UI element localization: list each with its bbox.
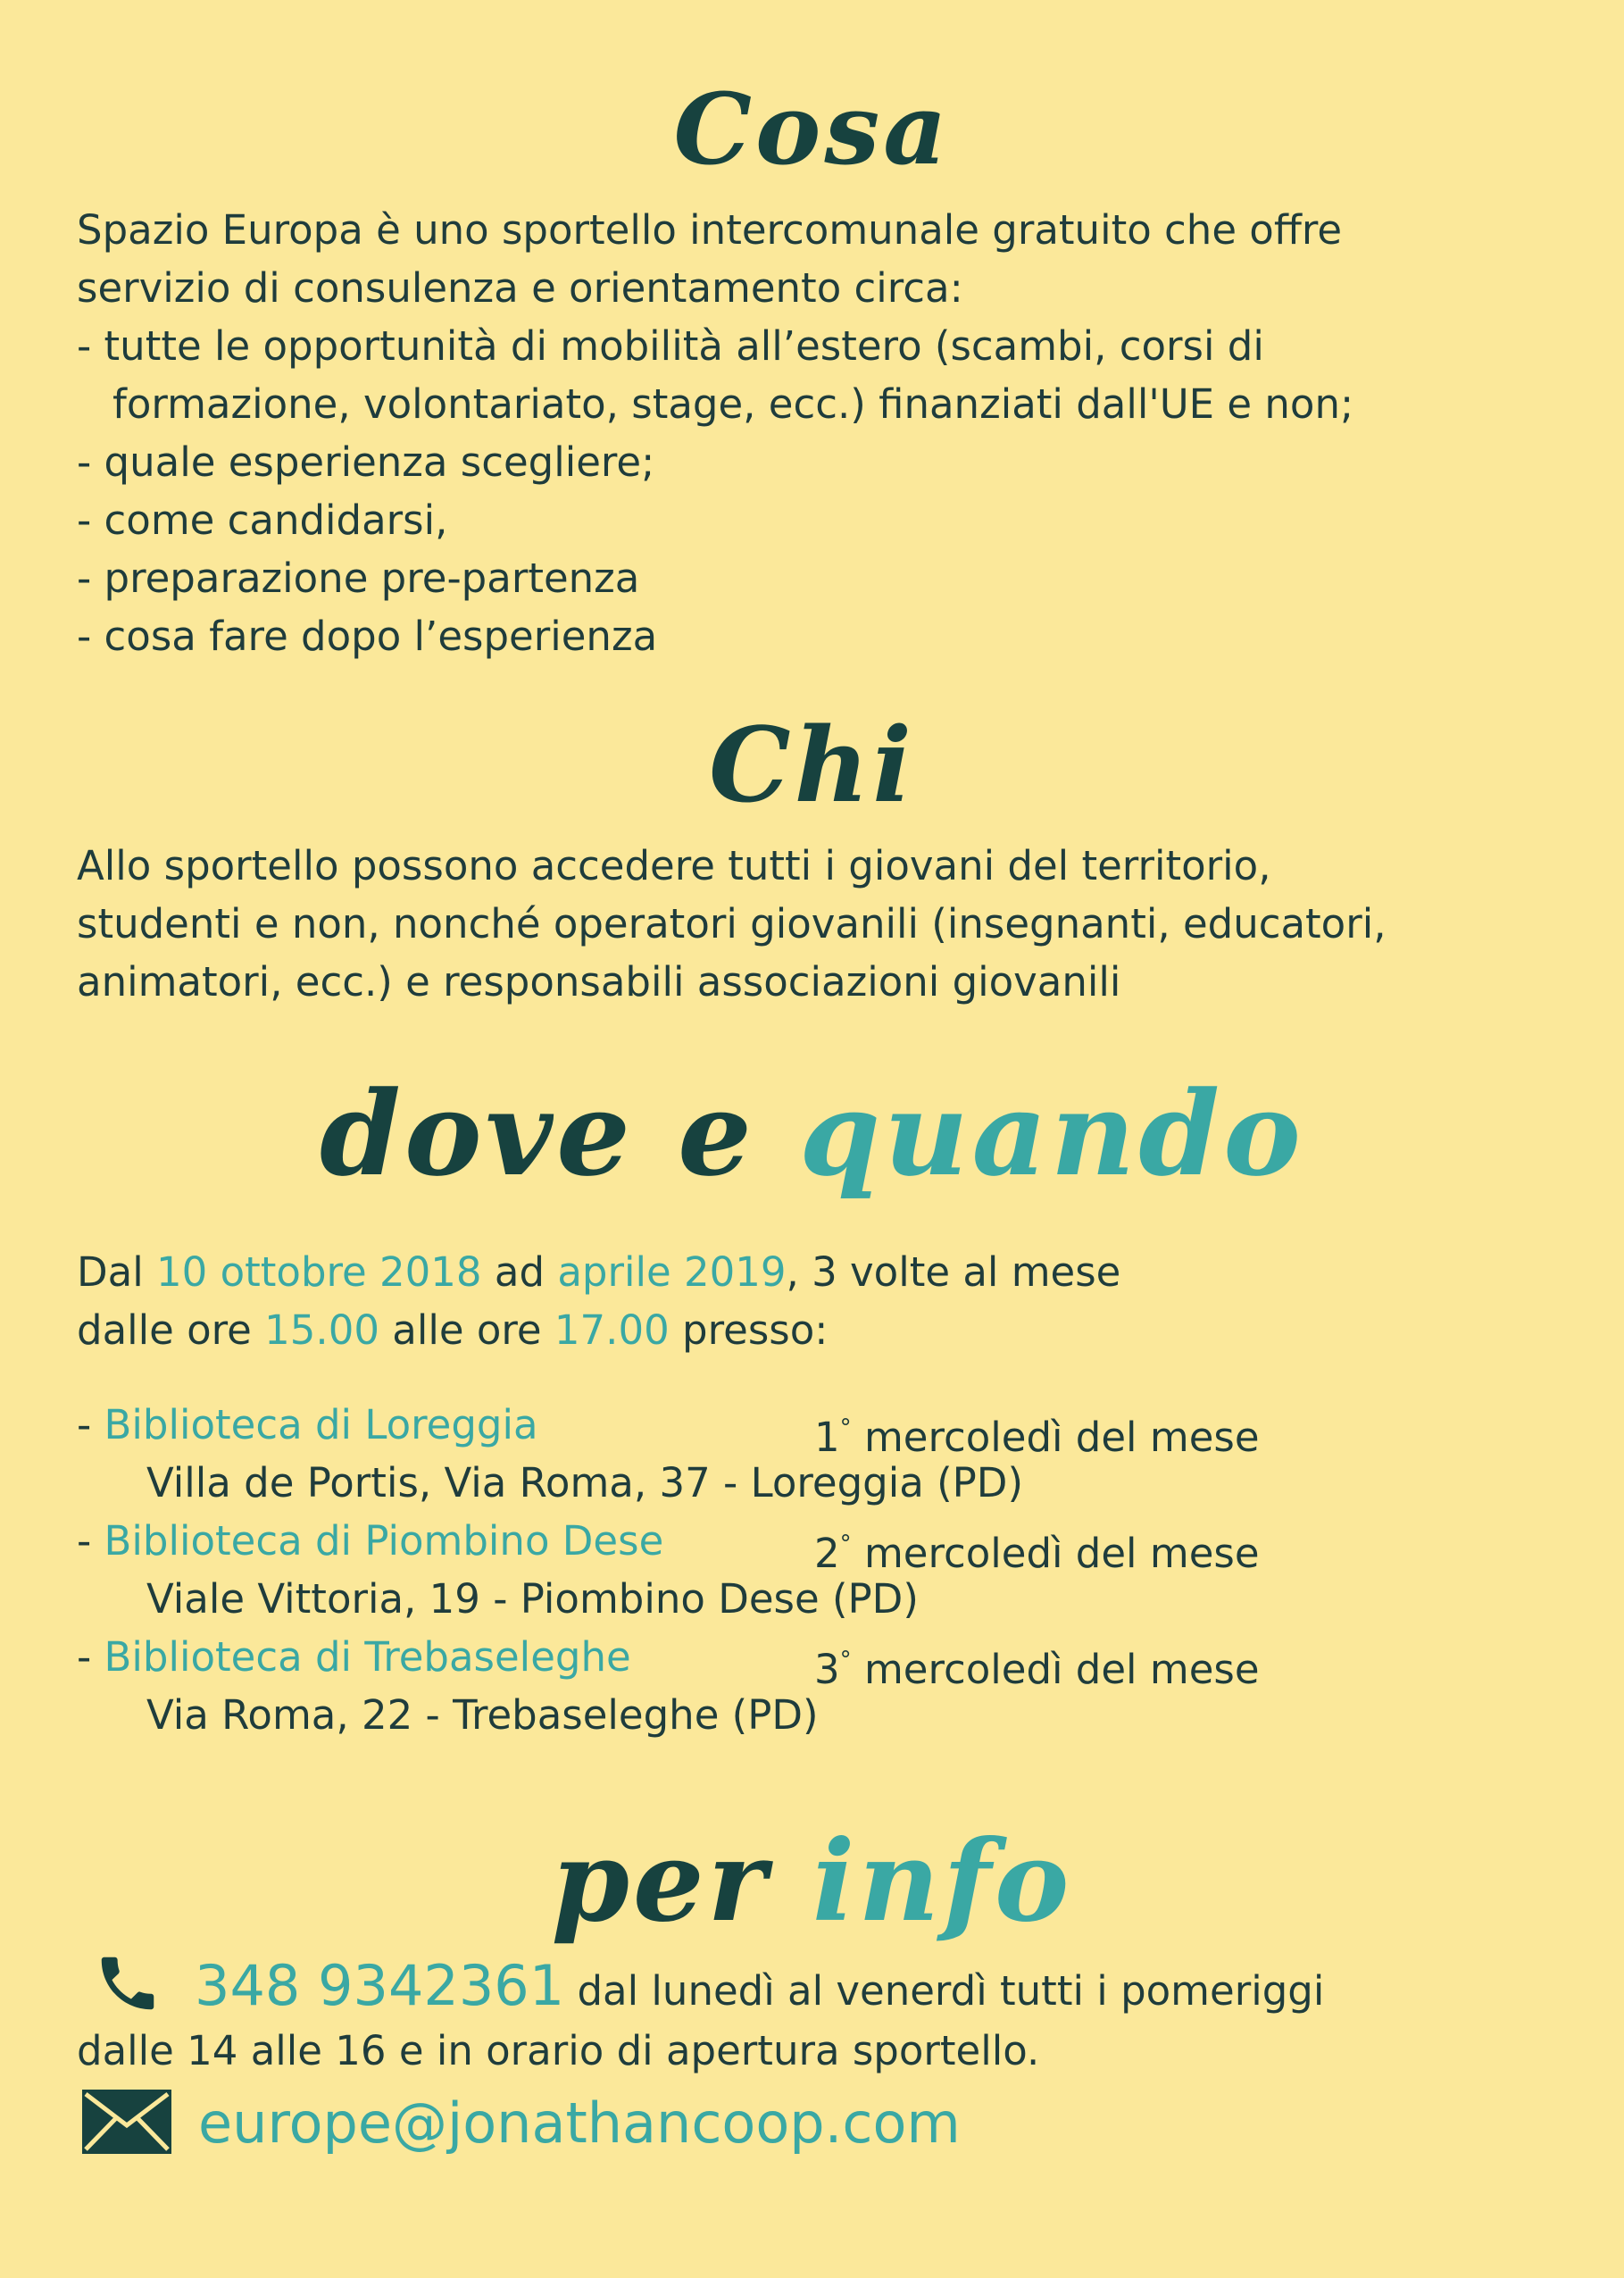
- cosa-line: Spazio Europa è uno sportello intercomunale gratuito che offre: [77, 206, 1343, 254]
- start-time: 15.00: [264, 1306, 379, 1354]
- intro-text: dalle ore: [77, 1306, 265, 1354]
- intro-text: Dal: [77, 1248, 157, 1296]
- location-3-address: Via Roma, 22 - Trebaseleghe (PD): [146, 1691, 819, 1739]
- location-2-name: Biblioteca di Piombino Dese: [104, 1517, 664, 1565]
- cosa-line: - cosa fare dopo l’esperienza: [77, 613, 658, 660]
- location-3-name: Biblioteca di Trebaseleghe: [104, 1633, 631, 1681]
- dove-intro-line-2: [77, 1301, 1577, 1359]
- chi-line: Allo sportello possono accedere tutti i giovani del territorio,: [77, 842, 1271, 889]
- location-1-address: Villa de Portis, Via Roma, 37 - Loreggia (PD): [146, 1459, 1024, 1506]
- intro-text: , 3 volte al mese: [786, 1248, 1121, 1296]
- heading-chi: [0, 705, 1624, 826]
- heading-quando: quando: [799, 1065, 1304, 1202]
- list-dash: -: [77, 1517, 104, 1565]
- ordinal: 2: [814, 1530, 840, 1577]
- ordinal: 3: [814, 1646, 840, 1693]
- degree-sign: °: [839, 1647, 852, 1673]
- end-time: 17.00: [554, 1306, 670, 1354]
- intro-text: alle ore: [379, 1306, 554, 1354]
- intro-text: presso:: [669, 1306, 829, 1354]
- start-date: 10 ottobre 2018: [156, 1248, 482, 1296]
- dove-intro-line-1: [77, 1243, 1577, 1301]
- day-text: mercoledì del mese: [851, 1530, 1260, 1577]
- location-3-day: [814, 1631, 1260, 1698]
- cosa-line: - quale esperienza scegliere;: [77, 438, 655, 486]
- day-text: mercoledì del mese: [851, 1646, 1260, 1693]
- location-1-name: Biblioteca di Loreggia: [104, 1401, 538, 1448]
- heading-info: info: [812, 1816, 1073, 1947]
- heading-dove-e-quando: [0, 1067, 1624, 1201]
- dove-intro: [77, 1243, 1577, 1359]
- chi-line: animatori, ecc.) e responsabili associazioni giovanili: [77, 958, 1121, 1005]
- heading-per-info: [0, 1817, 1624, 1947]
- section-chi-text: [77, 837, 1577, 1011]
- ordinal: 1: [814, 1414, 840, 1461]
- heading-chi-text: Chi: [709, 705, 915, 826]
- location-3-name-line: [77, 1628, 631, 1686]
- location-2-address: Viale Vittoria, 19 - Piombino Dese (PD): [146, 1575, 919, 1623]
- list-dash: -: [77, 1401, 104, 1448]
- phone-hours: dal lunedì al venerdì tutti i pomeriggi: [564, 1967, 1325, 2015]
- degree-sign: °: [839, 1531, 852, 1557]
- envelope-icon: [82, 2090, 171, 2154]
- cosa-line: - preparazione pre-partenza: [77, 555, 640, 602]
- end-date: aprile 2019: [557, 1248, 787, 1296]
- intro-text: ad: [481, 1248, 558, 1296]
- heading-dove-e: dove e: [320, 1065, 755, 1202]
- cosa-line: formazione, volontariato, stage, ecc.) finanziati dall'UE e non;: [112, 380, 1354, 428]
- hours-line: dalle 14 alle 16 e in orario di apertura sportello.: [77, 2027, 1040, 2074]
- chi-line: studenti e non, nonché operatori giovanili (insegnanti, educatori,: [77, 900, 1387, 947]
- phone-line: [195, 1950, 1324, 2027]
- heading-per: per: [551, 1816, 770, 1947]
- email-address[interactable]: europe@jonathancoop.com: [198, 2090, 961, 2156]
- cosa-line: - tutte le opportunità di mobilità all’estero (scambi, corsi di: [77, 322, 1264, 370]
- phone-number[interactable]: 348 9342361: [195, 1953, 565, 2018]
- email-link[interactable]: [198, 2085, 961, 2161]
- degree-sign: °: [839, 1414, 852, 1441]
- location-2-name-line: [77, 1512, 663, 1570]
- location-1-name-line: [77, 1396, 538, 1454]
- cosa-line: - come candidarsi,: [77, 496, 448, 544]
- section-cosa-text: [77, 201, 1577, 665]
- heading-cosa: [0, 71, 1624, 188]
- phone-icon: [93, 1948, 162, 2018]
- heading-cosa-text: Cosa: [673, 71, 951, 187]
- list-dash: -: [77, 1633, 104, 1681]
- day-text: mercoledì del mese: [851, 1414, 1260, 1461]
- cosa-line: servizio di consulenza e orientamento circa:: [77, 264, 963, 312]
